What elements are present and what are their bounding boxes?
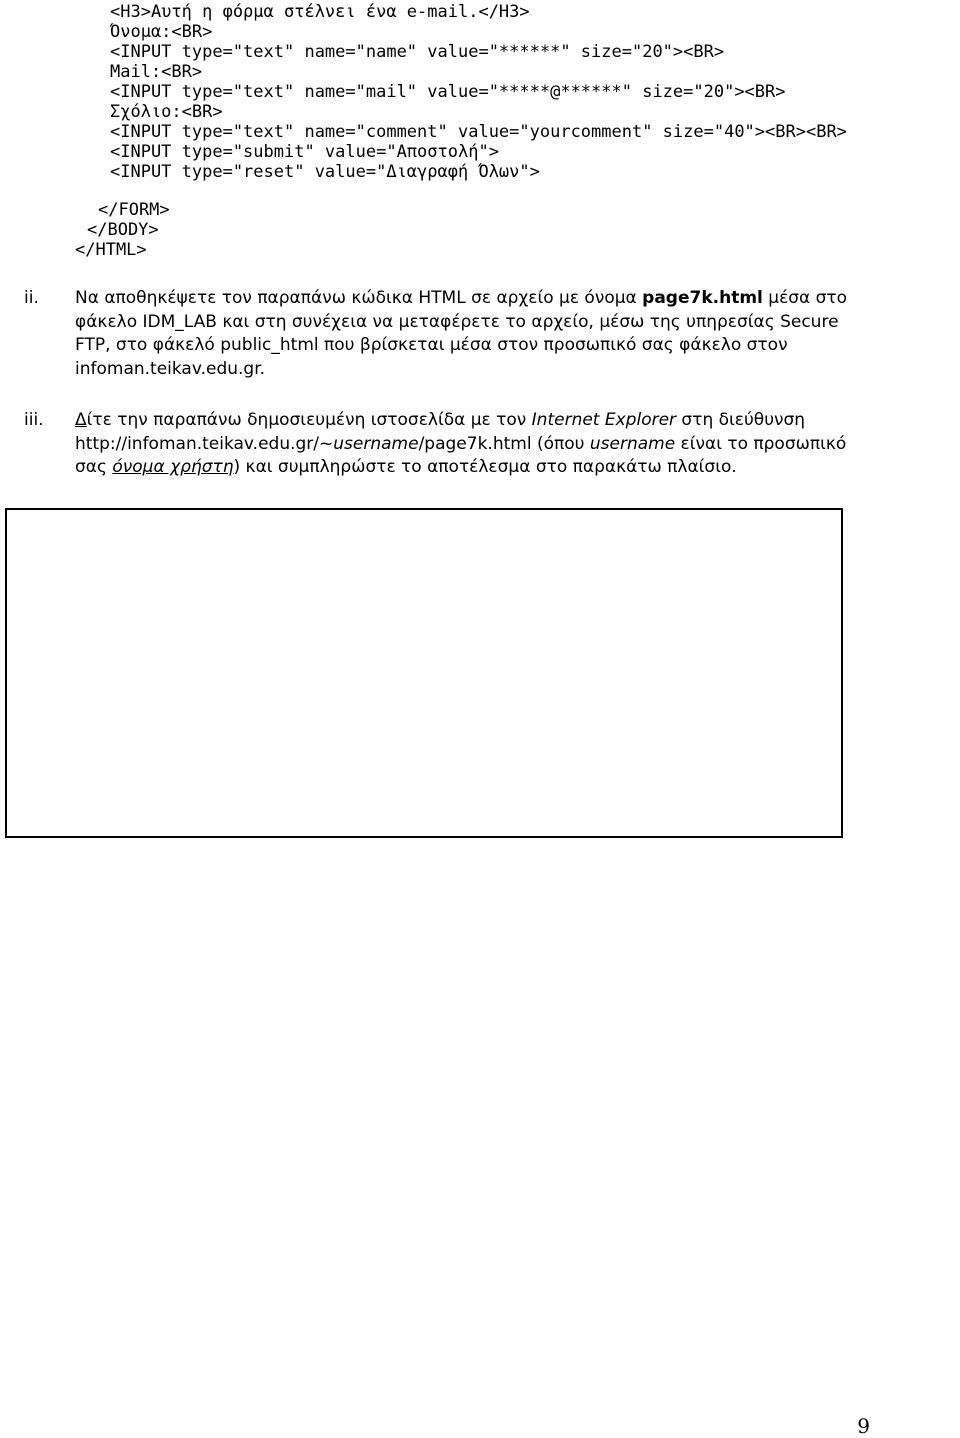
item-iii-text-part5: ) και συμπληρώστε το αποτέλεσμα στο παρακάτω πλαίσιο. <box>233 457 737 477</box>
item-iii-text-part1: ίτε την παραπάνω δημοσιευμένη ιστοσελίδα με τον <box>86 410 532 430</box>
code-line-name-label: Όνομα:<BR> <box>110 22 213 42</box>
item-iii-username-2: username <box>589 433 676 454</box>
code-line-form-close: </FORM> <box>98 200 170 220</box>
code-line-submit: <INPUT type="submit" value="Αποστολή"> <box>110 142 499 162</box>
code-line-mail-input: <INPUT type="text" name="mail" value="*****@******" size="20"><BR> <box>110 82 786 102</box>
item-iii-text-part4: είναι το προσωπικό σας <box>75 433 847 477</box>
code-line-reset: <INPUT type="reset" value="Διαγραφή Όλων"> <box>110 162 540 182</box>
answer-box[interactable] <box>5 508 843 838</box>
item-ii-filename: page7k.html <box>642 288 763 308</box>
code-line-name-input: <INPUT type="text" name="name" value="******" size="20"><BR> <box>110 42 725 62</box>
item-iii-user-name-phrase: όνομα χρήστη <box>112 457 234 477</box>
code-line-comment-input: <INPUT type="text" name="comment" value="yourcomment" size="40"><BR><BR> <box>110 122 847 142</box>
item-ii-numeral: ii. <box>24 288 39 308</box>
item-iii-text <box>75 409 875 480</box>
item-ii-text-part1: Να αποθηκέψετε τον παραπάνω κώδικα HTML σε αρχείο με όνομα <box>75 288 643 308</box>
code-line-body-close: </BODY> <box>87 220 159 240</box>
page-number: 9 <box>857 1414 870 1438</box>
item-iii-text-part3: /page7k.html (όπου <box>418 433 590 454</box>
item-iii-username: username <box>333 433 419 454</box>
code-line-h3: <H3>Αυτή η φόρμα στέλνει ένα e-mail.</H3> <box>110 2 530 22</box>
item-iii-browser: Internet Explorer <box>531 410 677 430</box>
item-ii-text <box>75 287 875 381</box>
item-iii-text-part2: στη διεύθυνση http://infoman.teikav.edu.gr/~ <box>75 410 806 454</box>
code-line-comment-label: Σχόλιο:<BR> <box>110 102 223 122</box>
item-iii-first-letter: Δ <box>75 410 87 430</box>
code-line-html-close: </HTML> <box>75 240 147 260</box>
item-ii-text-part2: μέσα στο φάκελο IDM_LAB και στη συνέχεια να μεταφέρετε το αρχείο, μέσω της υπηρεσίας Secure FTP, στο φάκελό public_html που βρίσκεται μέσα στον προσωπικό σας φάκελο στον infoman.teikav.edu.gr. <box>75 288 848 379</box>
code-line-mail-label: Mail:<BR> <box>110 62 203 82</box>
item-iii-numeral: iii. <box>24 410 44 430</box>
